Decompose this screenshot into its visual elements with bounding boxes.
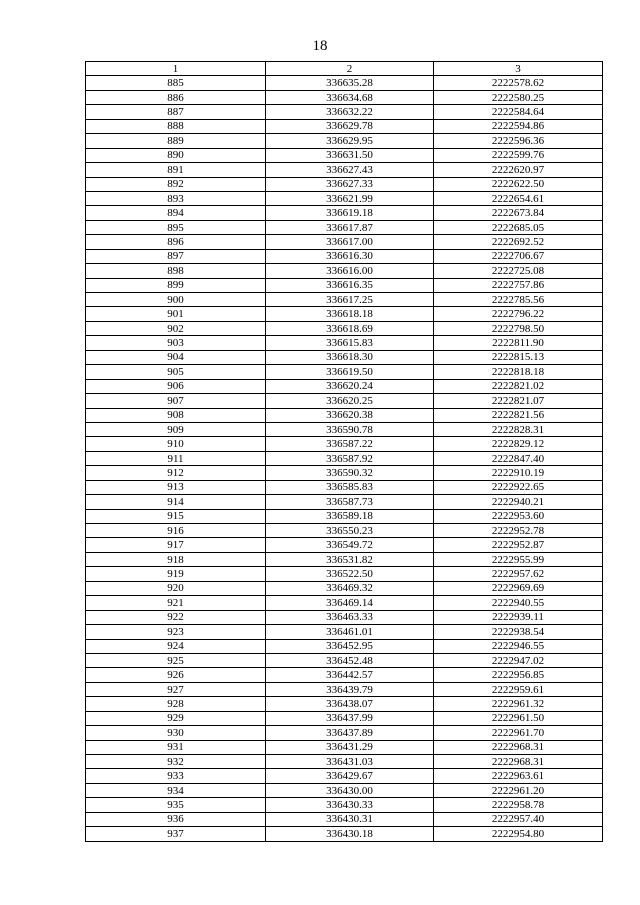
- table-row: [86, 538, 603, 552]
- point-number-cell: 892: [86, 177, 266, 191]
- coordinate-y-cell: 2222725.08: [434, 264, 603, 278]
- coordinate-x-cell: 336437.89: [266, 726, 434, 740]
- coordinates-table: [85, 61, 603, 842]
- coordinate-y-cell: 2222828.31: [434, 422, 603, 436]
- point-number-cell: 911: [86, 451, 266, 465]
- coordinate-y-cell: 2222938.54: [434, 625, 603, 639]
- coordinate-y-cell: 2222910.19: [434, 466, 603, 480]
- point-number-cell: 902: [86, 321, 266, 335]
- table-row: [86, 379, 603, 393]
- table-row: [86, 350, 603, 364]
- table-row: [86, 653, 603, 667]
- point-number-cell: 929: [86, 711, 266, 725]
- point-number-cell: 897: [86, 249, 266, 263]
- point-number-cell: 913: [86, 480, 266, 494]
- coordinate-y-cell: 2222954.80: [434, 827, 603, 841]
- coordinate-x-cell: 336431.03: [266, 755, 434, 769]
- column-header-2: 2: [266, 62, 434, 76]
- point-number-cell: 930: [86, 726, 266, 740]
- coordinate-x-cell: 336429.67: [266, 769, 434, 783]
- coordinate-y-cell: 2222620.97: [434, 163, 603, 177]
- coordinate-y-cell: 2222785.56: [434, 293, 603, 307]
- coordinate-x-cell: 336616.30: [266, 249, 434, 263]
- point-number-cell: 921: [86, 596, 266, 610]
- coordinate-x-cell: 336587.92: [266, 451, 434, 465]
- coordinate-y-cell: 2222622.50: [434, 177, 603, 191]
- coordinate-x-cell: 336620.25: [266, 394, 434, 408]
- point-number-cell: 920: [86, 581, 266, 595]
- coordinate-y-cell: 2222654.61: [434, 191, 603, 205]
- coordinate-y-cell: 2222957.62: [434, 567, 603, 581]
- coordinate-x-cell: 336430.33: [266, 798, 434, 812]
- coordinate-x-cell: 336617.00: [266, 235, 434, 249]
- coordinate-x-cell: 336550.23: [266, 524, 434, 538]
- coordinate-x-cell: 336461.01: [266, 625, 434, 639]
- table-row: [86, 711, 603, 725]
- table-row: [86, 206, 603, 220]
- point-number-cell: 916: [86, 524, 266, 538]
- table-row: [86, 596, 603, 610]
- coordinate-y-cell: 2222957.40: [434, 812, 603, 826]
- coordinate-x-cell: 336629.95: [266, 134, 434, 148]
- table-row: [86, 552, 603, 566]
- table-row: [86, 625, 603, 639]
- coordinate-x-cell: 336469.32: [266, 581, 434, 595]
- point-number-cell: 926: [86, 668, 266, 682]
- point-number-cell: 922: [86, 610, 266, 624]
- table-row: [86, 639, 603, 653]
- table-row: [86, 495, 603, 509]
- coordinate-y-cell: 2222706.67: [434, 249, 603, 263]
- point-number-cell: 888: [86, 119, 266, 133]
- coordinate-y-cell: 2222952.87: [434, 538, 603, 552]
- coordinate-x-cell: 336618.30: [266, 350, 434, 364]
- table-row: [86, 408, 603, 422]
- table-row: [86, 755, 603, 769]
- table-row: [86, 220, 603, 234]
- coordinate-y-cell: 2222757.86: [434, 278, 603, 292]
- table-row: [86, 321, 603, 335]
- coordinate-x-cell: 336439.79: [266, 682, 434, 696]
- table-row: [86, 264, 603, 278]
- point-number-cell: 927: [86, 682, 266, 696]
- page-number: 18: [312, 38, 328, 54]
- table-row: [86, 119, 603, 133]
- coordinate-y-cell: 2222968.31: [434, 740, 603, 754]
- coordinate-y-cell: 2222818.18: [434, 365, 603, 379]
- coordinate-y-cell: 2222940.55: [434, 596, 603, 610]
- point-number-cell: 923: [86, 625, 266, 639]
- coordinate-y-cell: 2222599.76: [434, 148, 603, 162]
- coordinate-x-cell: 336590.32: [266, 466, 434, 480]
- coordinate-x-cell: 336629.78: [266, 119, 434, 133]
- coordinate-x-cell: 336632.22: [266, 105, 434, 119]
- point-number-cell: 900: [86, 293, 266, 307]
- point-number-cell: 935: [86, 798, 266, 812]
- coordinate-x-cell: 336430.18: [266, 827, 434, 841]
- point-number-cell: 903: [86, 336, 266, 350]
- table-row: [86, 134, 603, 148]
- coordinate-y-cell: 2222692.52: [434, 235, 603, 249]
- point-number-cell: 906: [86, 379, 266, 393]
- coordinate-y-cell: 2222580.25: [434, 90, 603, 104]
- table-row: [86, 76, 603, 90]
- coordinate-y-cell: 2222952.78: [434, 524, 603, 538]
- table-row: [86, 726, 603, 740]
- coordinate-y-cell: 2222847.40: [434, 451, 603, 465]
- table-row: [86, 307, 603, 321]
- point-number-cell: 905: [86, 365, 266, 379]
- coordinate-y-cell: 2222796.22: [434, 307, 603, 321]
- table-row: [86, 783, 603, 797]
- table-row: [86, 682, 603, 696]
- table-row: [86, 293, 603, 307]
- coordinate-y-cell: 2222821.07: [434, 394, 603, 408]
- table-row: [86, 769, 603, 783]
- coordinate-x-cell: 336590.78: [266, 422, 434, 436]
- table-row: [86, 509, 603, 523]
- coordinate-x-cell: 336634.68: [266, 90, 434, 104]
- coordinate-x-cell: 336587.22: [266, 437, 434, 451]
- point-number-cell: 886: [86, 90, 266, 104]
- coordinate-y-cell: 2222798.50: [434, 321, 603, 335]
- point-number-cell: 889: [86, 134, 266, 148]
- coordinate-y-cell: 2222947.02: [434, 653, 603, 667]
- table-row: [86, 394, 603, 408]
- coordinate-y-cell: 2222946.55: [434, 639, 603, 653]
- coordinate-y-cell: 2222821.56: [434, 408, 603, 422]
- table-row: [86, 90, 603, 104]
- table-row: [86, 105, 603, 119]
- point-number-cell: 896: [86, 235, 266, 249]
- coordinate-x-cell: 336617.25: [266, 293, 434, 307]
- point-number-cell: 885: [86, 76, 266, 90]
- coordinate-y-cell: 2222959.61: [434, 682, 603, 696]
- coordinate-y-cell: 2222811.90: [434, 336, 603, 350]
- table-row: [86, 177, 603, 191]
- coordinate-x-cell: 336452.95: [266, 639, 434, 653]
- table-row: [86, 191, 603, 205]
- coordinate-x-cell: 336463.33: [266, 610, 434, 624]
- point-number-cell: 932: [86, 755, 266, 769]
- point-number-cell: 894: [86, 206, 266, 220]
- coordinate-y-cell: 2222821.02: [434, 379, 603, 393]
- coordinate-x-cell: 336616.35: [266, 278, 434, 292]
- point-number-cell: 937: [86, 827, 266, 841]
- coordinate-x-cell: 336549.72: [266, 538, 434, 552]
- point-number-cell: 908: [86, 408, 266, 422]
- point-number-cell: 899: [86, 278, 266, 292]
- coordinate-y-cell: 2222961.50: [434, 711, 603, 725]
- coordinate-x-cell: 336587.73: [266, 495, 434, 509]
- table-row: [86, 697, 603, 711]
- coordinate-y-cell: 2222829.12: [434, 437, 603, 451]
- point-number-cell: 893: [86, 191, 266, 205]
- coordinate-x-cell: 336620.24: [266, 379, 434, 393]
- point-number-cell: 910: [86, 437, 266, 451]
- table-row: [86, 451, 603, 465]
- point-number-cell: 917: [86, 538, 266, 552]
- table-row: [86, 437, 603, 451]
- coordinate-x-cell: 336619.50: [266, 365, 434, 379]
- point-number-cell: 895: [86, 220, 266, 234]
- coordinate-x-cell: 336617.87: [266, 220, 434, 234]
- column-header-1: 1: [86, 62, 266, 76]
- point-number-cell: 931: [86, 740, 266, 754]
- point-number-cell: 909: [86, 422, 266, 436]
- coordinate-x-cell: 336442.57: [266, 668, 434, 682]
- coordinate-y-cell: 2222961.20: [434, 783, 603, 797]
- coordinate-x-cell: 336620.38: [266, 408, 434, 422]
- table-row: [86, 480, 603, 494]
- point-number-cell: 887: [86, 105, 266, 119]
- table-body: [86, 76, 603, 841]
- header-row: [86, 62, 603, 76]
- point-number-cell: 891: [86, 163, 266, 177]
- table-row: [86, 163, 603, 177]
- point-number-cell: 934: [86, 783, 266, 797]
- coordinate-x-cell: 336437.99: [266, 711, 434, 725]
- table-row: [86, 466, 603, 480]
- coordinate-x-cell: 336522.50: [266, 567, 434, 581]
- coordinate-y-cell: 2222584.64: [434, 105, 603, 119]
- table-row: [86, 827, 603, 841]
- table-row: [86, 336, 603, 350]
- coordinate-y-cell: 2222953.60: [434, 509, 603, 523]
- table-row: [86, 148, 603, 162]
- coordinate-x-cell: 336438.07: [266, 697, 434, 711]
- point-number-cell: 898: [86, 264, 266, 278]
- coordinate-y-cell: 2222969.69: [434, 581, 603, 595]
- point-number-cell: 912: [86, 466, 266, 480]
- coordinate-x-cell: 336627.43: [266, 163, 434, 177]
- coordinate-y-cell: 2222940.21: [434, 495, 603, 509]
- coordinate-y-cell: 2222956.85: [434, 668, 603, 682]
- coordinate-x-cell: 336430.00: [266, 783, 434, 797]
- coordinate-x-cell: 336635.28: [266, 76, 434, 90]
- coordinate-y-cell: 2222596.36: [434, 134, 603, 148]
- coordinate-x-cell: 336631.50: [266, 148, 434, 162]
- point-number-cell: 919: [86, 567, 266, 581]
- coordinate-x-cell: 336531.82: [266, 552, 434, 566]
- point-number-cell: 914: [86, 495, 266, 509]
- point-number-cell: 918: [86, 552, 266, 566]
- coordinate-x-cell: 336615.83: [266, 336, 434, 350]
- table-row: [86, 740, 603, 754]
- coordinate-y-cell: 2222955.99: [434, 552, 603, 566]
- column-header-3: 3: [434, 62, 603, 76]
- table-row: [86, 249, 603, 263]
- point-number-cell: 915: [86, 509, 266, 523]
- point-number-cell: 904: [86, 350, 266, 364]
- point-number-cell: 928: [86, 697, 266, 711]
- coordinate-y-cell: 2222958.78: [434, 798, 603, 812]
- point-number-cell: 933: [86, 769, 266, 783]
- coordinate-x-cell: 336616.00: [266, 264, 434, 278]
- coordinate-y-cell: 2222961.70: [434, 726, 603, 740]
- coordinate-y-cell: 2222673.84: [434, 206, 603, 220]
- table-row: [86, 422, 603, 436]
- coordinate-x-cell: 336430.31: [266, 812, 434, 826]
- coordinate-x-cell: 336469.14: [266, 596, 434, 610]
- point-number-cell: 936: [86, 812, 266, 826]
- table-row: [86, 610, 603, 624]
- coordinate-x-cell: 336621.99: [266, 191, 434, 205]
- coordinate-y-cell: 2222815.13: [434, 350, 603, 364]
- point-number-cell: 907: [86, 394, 266, 408]
- coordinate-x-cell: 336618.18: [266, 307, 434, 321]
- coordinate-y-cell: 2222968.31: [434, 755, 603, 769]
- coordinate-y-cell: 2222939.11: [434, 610, 603, 624]
- table-row: [86, 278, 603, 292]
- coordinate-y-cell: 2222685.05: [434, 220, 603, 234]
- table-row: [86, 798, 603, 812]
- point-number-cell: 901: [86, 307, 266, 321]
- coordinate-x-cell: 336585.83: [266, 480, 434, 494]
- coordinate-x-cell: 336627.33: [266, 177, 434, 191]
- coordinate-y-cell: 2222594.86: [434, 119, 603, 133]
- table-row: [86, 812, 603, 826]
- coordinate-y-cell: 2222963.61: [434, 769, 603, 783]
- coordinate-x-cell: 336589.18: [266, 509, 434, 523]
- table-row: [86, 567, 603, 581]
- coordinate-x-cell: 336431.29: [266, 740, 434, 754]
- table-row: [86, 524, 603, 538]
- table-row: [86, 365, 603, 379]
- point-number-cell: 924: [86, 639, 266, 653]
- coordinate-x-cell: 336618.69: [266, 321, 434, 335]
- table-row: [86, 668, 603, 682]
- coordinate-y-cell: 2222922.65: [434, 480, 603, 494]
- point-number-cell: 890: [86, 148, 266, 162]
- coordinate-y-cell: 2222578.62: [434, 76, 603, 90]
- point-number-cell: 925: [86, 653, 266, 667]
- coordinate-y-cell: 2222961.32: [434, 697, 603, 711]
- table-header: [86, 62, 603, 76]
- table-row: [86, 235, 603, 249]
- table-row: [86, 581, 603, 595]
- coordinate-x-cell: 336619.18: [266, 206, 434, 220]
- coordinate-x-cell: 336452.48: [266, 653, 434, 667]
